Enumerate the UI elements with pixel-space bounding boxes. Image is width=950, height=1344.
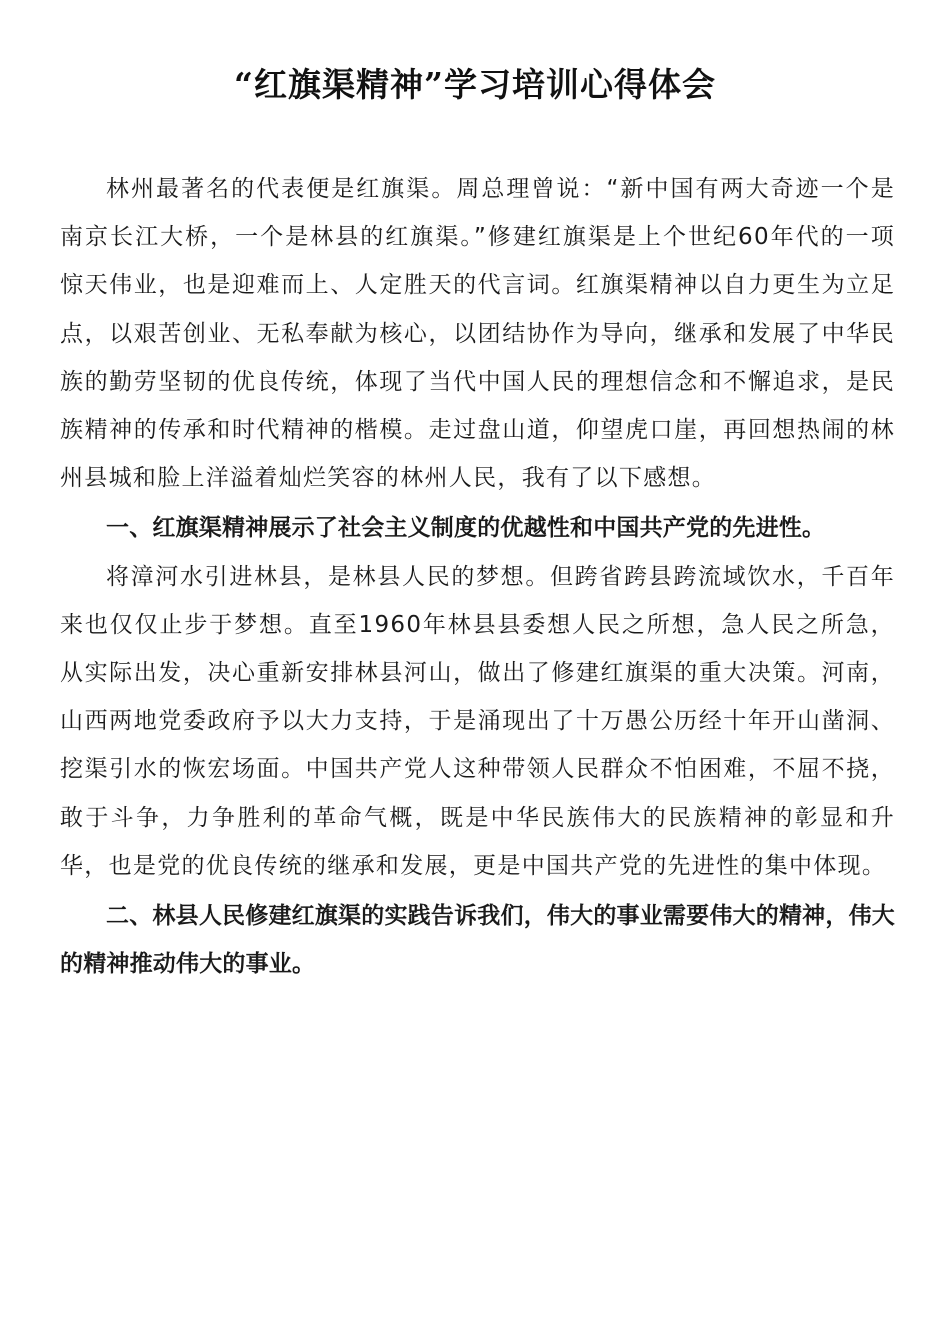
document-body bbox=[60, 165, 895, 988]
paragraph-intro: 林州最著名的代表便是红旗渠。周总理曾说：“新中国有两大奇迹一个是南京长江大桥，一个是林县的红旗渠。”修建红旗渠是上个世纪60年代的一项惊天伟业，也是迎难而上、人定胜天的代言词。红旗渠精神以自力更生为立足点，以艰苦创业、无私奉献为核心，以团结协作为导向，继承和发展了中华民族的勤劳坚韧的优良传统，体现了当代中国人民的理想信念和不懈追求，是民族精神的传承和时代精神的楷模。走过盘山道，仰望虎口崖，再回想热闹的林州县城和脸上洋溢着灿烂笑容的林州人民，我有了以下感想。 bbox=[60, 176, 895, 492]
section-heading-1: 一、红旗渠精神展示了社会主义制度的优越性和中国共产党的先进性。 bbox=[106, 515, 826, 542]
section-heading-2: 二、林县人民修建红旗渠的实践告诉我们，伟大的事业需要伟大的精神，伟大的精神推动伟大的事业。 bbox=[60, 903, 895, 978]
paragraph-section-1: 将漳河水引进林县，是林县人民的梦想。但跨省跨县跨流域饮水，千百年来也仅仅止步于梦想。直至1960年林县县委想人民之所想，急人民之所急，从实际出发，决心重新安排林县河山，做出了修建红旗渠的重大决策。河南，山西两地党委政府予以大力支持，于是涌现出了十万愚公历经十年开山凿洞、挖渠引水的恢宏场面。中国共产党人这种带领人民群众不怕困难，不屈不挠，敢于斗争，力争胜利的革命气概，既是中华民族伟大的民族精神的彰显和升华，也是党的优良传统的继承和发展，更是中国共产党的先进性的集中体现。 bbox=[60, 563, 895, 879]
document-title: “红旗渠精神”学习培训心得体会 bbox=[234, 65, 716, 104]
